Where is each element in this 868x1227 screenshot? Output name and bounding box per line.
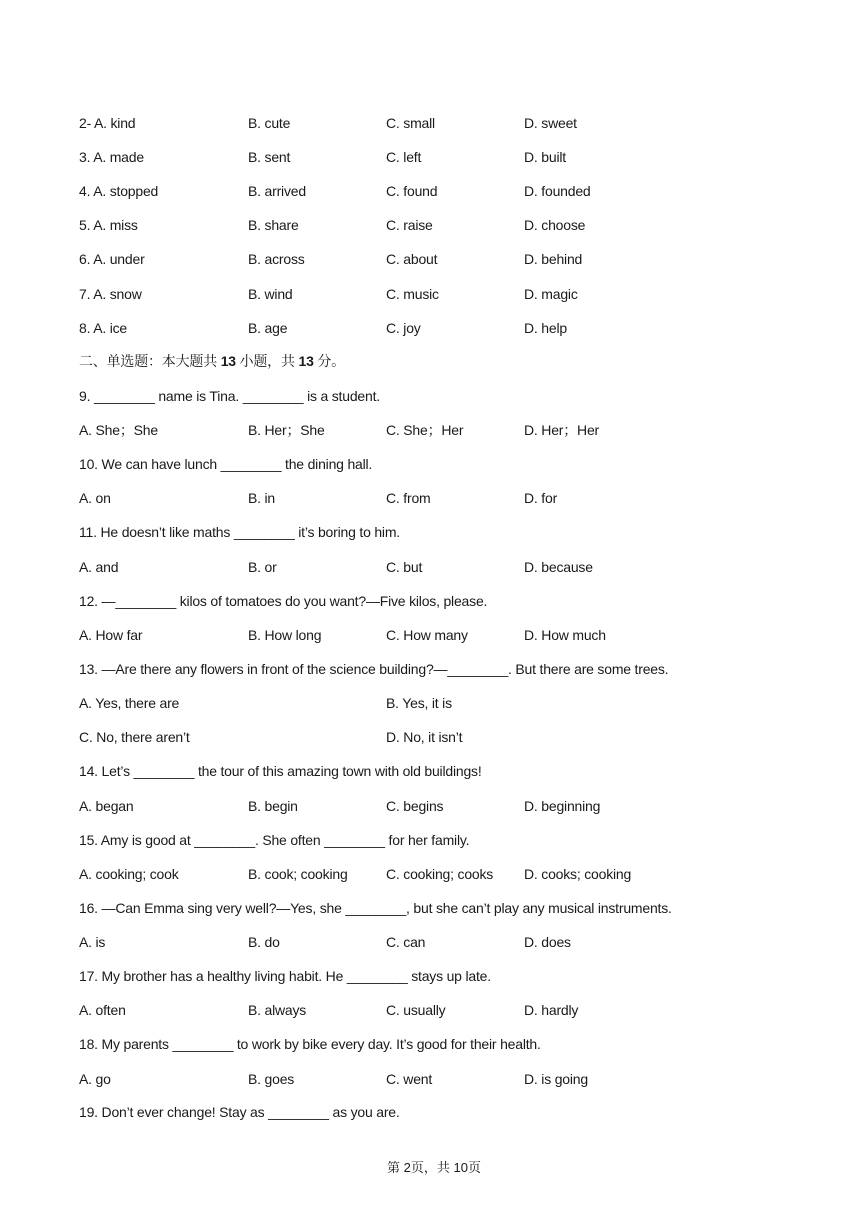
option-d: D. hardly <box>524 1002 579 1018</box>
option-d: D. sweet <box>524 115 577 131</box>
option-a: A. is <box>79 934 106 950</box>
option-a: 5. A. miss <box>79 217 138 233</box>
question-12: 12. —________ kilos of tomatoes do you want?—Five kilos, please. <box>79 593 488 609</box>
options-row-10 <box>79 487 828 509</box>
option-b: B. do <box>248 934 280 950</box>
question-16: 16. —Can Emma sing very well?—Yes, she ________, but she can’t play any musical instruments. <box>79 900 672 916</box>
option-b: B. across <box>248 251 305 267</box>
option-d: D. Her；Her <box>524 422 600 438</box>
option-c: C. left <box>386 149 422 165</box>
options-row-18 <box>79 1068 828 1090</box>
page-footer: 第 2页，共 10页 <box>387 1160 481 1175</box>
option-b: B. in <box>248 490 276 506</box>
options-row-2 <box>79 112 828 134</box>
options-row-4 <box>79 180 828 202</box>
option-a: A. She；She <box>79 422 158 438</box>
section-heading: 二、单选题：本大题共 13 小题，共 13 分。 <box>79 353 345 369</box>
option-a: 2- A. kind <box>79 115 136 131</box>
option-a: A. on <box>79 490 111 506</box>
option-d: D. for <box>524 490 558 506</box>
option-a: A. go <box>79 1071 111 1087</box>
option-d: D. cooks; cooking <box>524 866 632 882</box>
question-19: 19. Don’t ever change! Stay as ________ as you are. <box>79 1104 400 1120</box>
question-10: 10. We can have lunch ________ the dining hall. <box>79 456 373 472</box>
option-c: C. from <box>386 490 431 506</box>
option-b: B. Her；She <box>248 422 325 438</box>
option-c: C. She；Her <box>386 422 464 438</box>
options-row-13b <box>79 726 828 748</box>
option-c: C. begins <box>386 798 444 814</box>
option-c: C. can <box>386 934 426 950</box>
question-9: 9. ________ name is Tina. ________ is a student. <box>79 388 380 404</box>
options-row-15 <box>79 863 828 885</box>
option-b: B. or <box>248 559 277 575</box>
option-b: B. always <box>248 1002 307 1018</box>
options-row-6 <box>79 248 828 270</box>
option-c: C. went <box>386 1071 433 1087</box>
option-d: D. help <box>524 320 567 336</box>
question-13: 13. —Are there any flowers in front of the science building?—________. But there are some trees. <box>79 661 669 677</box>
option-d: D. No, it isn’t <box>386 729 463 745</box>
options-row-17 <box>79 999 828 1021</box>
option-b: B. sent <box>248 149 291 165</box>
option-a: 3. A. made <box>79 149 144 165</box>
options-row-8 <box>79 317 828 339</box>
options-row-16 <box>79 931 828 953</box>
question-18: 18. My parents ________ to work by bike every day. It’s good for their health. <box>79 1036 541 1052</box>
options-row-13a <box>79 692 828 714</box>
options-row-14 <box>79 795 828 817</box>
options-row-3 <box>79 146 828 168</box>
option-d: D. behind <box>524 251 583 267</box>
option-b: B. age <box>248 320 288 336</box>
option-a: 7. A. snow <box>79 286 142 302</box>
option-b: B. share <box>248 217 299 233</box>
option-d: D. magic <box>524 286 578 302</box>
option-a: 4. A. stopped <box>79 183 159 199</box>
option-d: D. is going <box>524 1071 588 1087</box>
option-b: B. wind <box>248 286 293 302</box>
option-c: C. about <box>386 251 438 267</box>
option-c: C. cooking; cooks <box>386 866 494 882</box>
option-a: 6. A. under <box>79 251 145 267</box>
options-row-9 <box>79 419 828 441</box>
option-c: C. raise <box>386 217 433 233</box>
option-a: 8. A. ice <box>79 320 128 336</box>
option-b: B. cute <box>248 115 291 131</box>
option-b: B. begin <box>248 798 298 814</box>
options-row-11 <box>79 556 828 578</box>
option-b: B. goes <box>248 1071 295 1087</box>
option-a: A. cooking; cook <box>79 866 179 882</box>
option-b: B. How long <box>248 627 322 643</box>
option-c: C. No, there aren’t <box>79 729 190 745</box>
option-c: C. joy <box>386 320 421 336</box>
option-c: C. usually <box>386 1002 446 1018</box>
option-a: A. Yes, there are <box>79 695 180 711</box>
option-a: A. and <box>79 559 119 575</box>
option-b: B. arrived <box>248 183 306 199</box>
option-c: C. music <box>386 286 439 302</box>
option-d: D. built <box>524 149 566 165</box>
option-d: D. How much <box>524 627 606 643</box>
option-b: B. Yes, it is <box>386 695 452 711</box>
option-c: C. but <box>386 559 423 575</box>
option-a: A. began <box>79 798 134 814</box>
option-d: D. beginning <box>524 798 601 814</box>
options-row-5 <box>79 214 828 236</box>
options-row-7 <box>79 283 828 305</box>
option-c: C. found <box>386 183 438 199</box>
option-d: D. does <box>524 934 571 950</box>
option-c: C. small <box>386 115 435 131</box>
question-11: 11. He doesn’t like maths ________ it’s boring to him. <box>79 524 400 540</box>
option-d: D. founded <box>524 183 591 199</box>
question-14: 14. Let’s ________ the tour of this amazing town with old buildings! <box>79 763 482 779</box>
question-17: 17. My brother has a healthy living habit. He ________ stays up late. <box>79 968 491 984</box>
option-c: C. How many <box>386 627 468 643</box>
option-d: D. because <box>524 559 593 575</box>
option-a: A. How far <box>79 627 143 643</box>
option-b: B. cook; cooking <box>248 866 348 882</box>
question-15: 15. Amy is good at ________. She often ________ for her family. <box>79 832 470 848</box>
option-d: D. choose <box>524 217 586 233</box>
option-a: A. often <box>79 1002 126 1018</box>
options-row-12 <box>79 624 828 646</box>
